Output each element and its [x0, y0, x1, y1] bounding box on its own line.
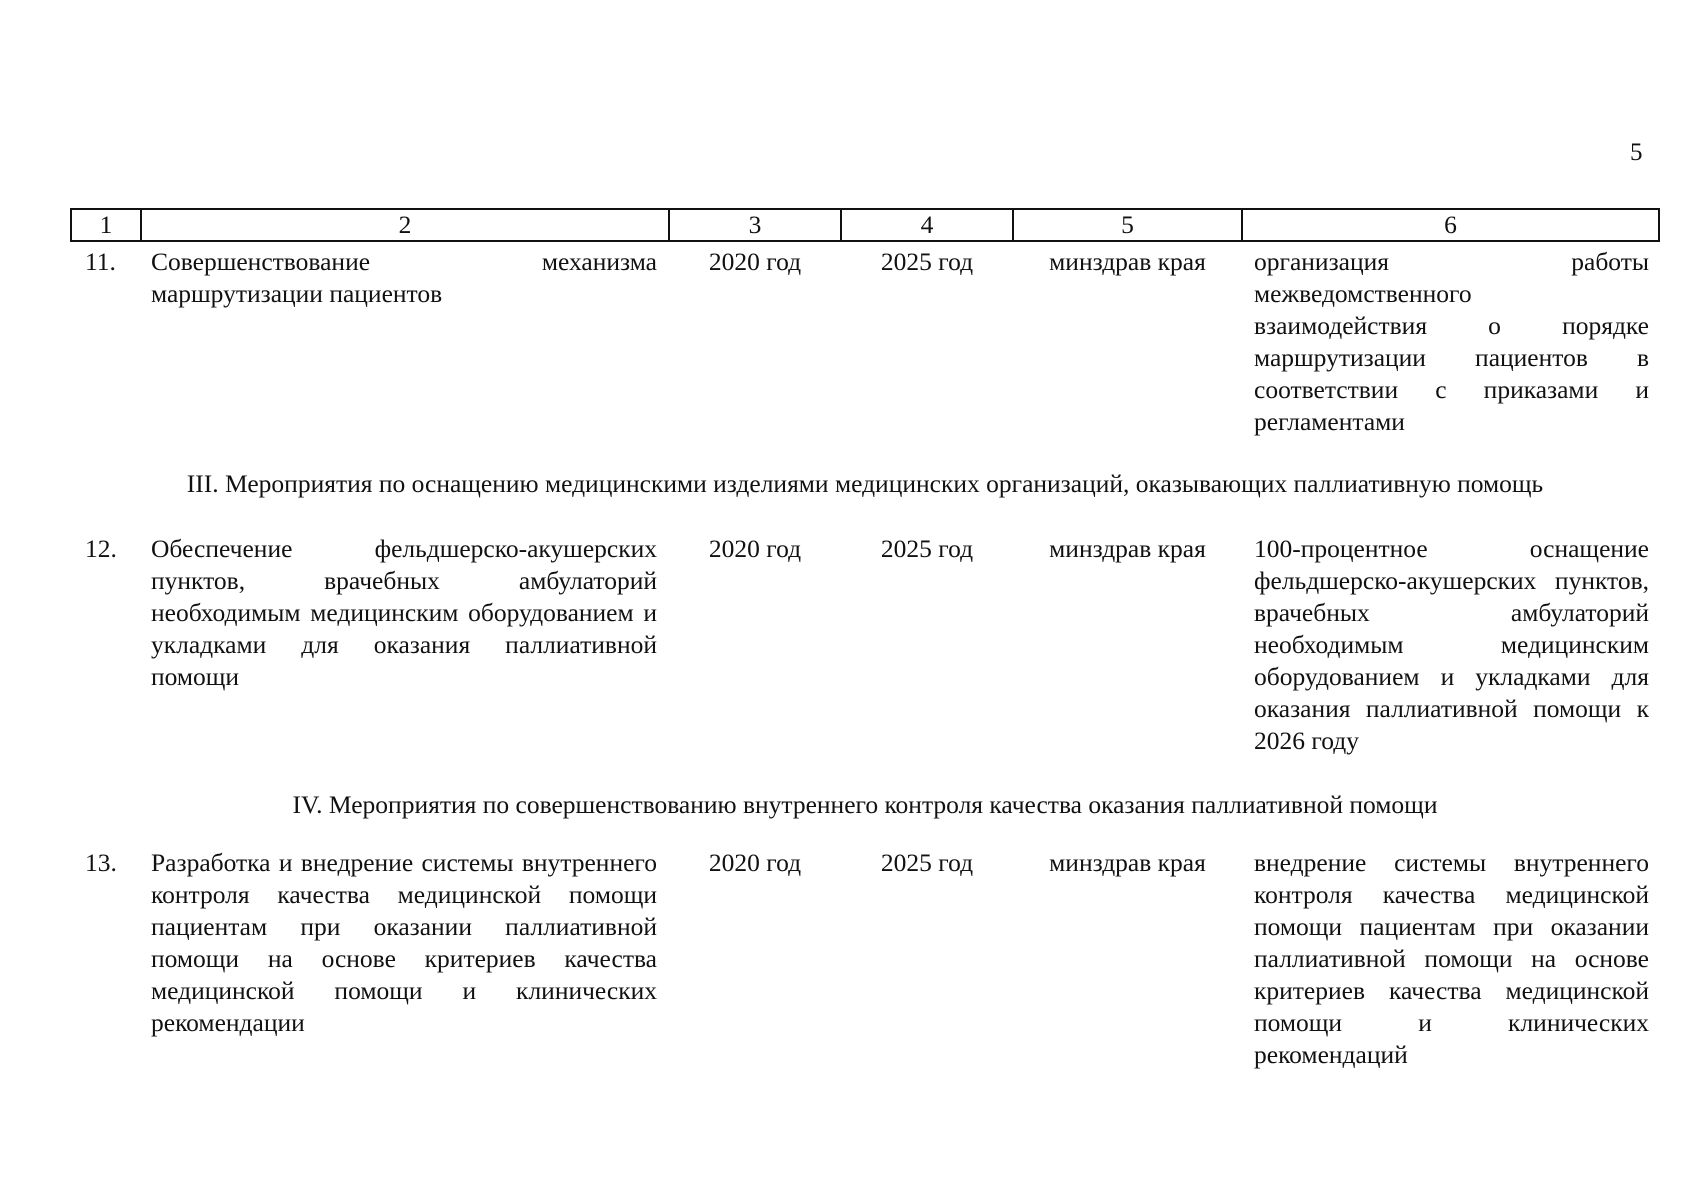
table-row-item-11	[71, 241, 1659, 468]
item-end-year: 2025 год	[880, 534, 974, 563]
item-result: 100-процентное оснащение фельдшерско-акушерских пунктов, врачебных амбулаторий необходимым медицинским оборудованием и укладками для оказания паллиативной помощи к 2026 году	[1254, 534, 1649, 755]
item-result: организация работы межведомственного взаимодействия о порядке маршрутизации пациентов в соответствии с приказами и регламентами	[1254, 247, 1649, 436]
item-description: Совершенствование механизма маршрутизации пациентов	[151, 247, 657, 308]
column-number-4: 4	[841, 209, 1013, 241]
item-result: внедрение системы внутреннего контроля качества медицинской помощи пациентам при оказании паллиативной помощи на основе критериев качества медицинской помощи и клинических рекомендаций	[1254, 848, 1649, 1069]
section-heading: IV. Мероприятия по совершенствованию внутреннего контроля качества оказания паллиативной помощи	[292, 790, 1438, 819]
item-executor: минздрав края	[1049, 247, 1206, 276]
section-heading: III. Мероприятия по оснащению медицинскими изделиями медицинских организаций, оказывающих паллиативную помощь	[186, 469, 1544, 498]
item-start-year: 2020 год	[708, 534, 802, 563]
section-heading-row	[71, 785, 1659, 847]
page-number: 5	[1630, 139, 1643, 166]
table-header-row	[71, 209, 1659, 241]
table-row-item-12	[71, 533, 1659, 785]
table-row-item-13	[71, 847, 1659, 1071]
item-description: Обеспечение фельдшерско-акушерских пунктов, врачебных амбулаторий необходимым медицинским оборудованием и укладками для оказания паллиативной помощи	[151, 534, 657, 691]
item-start-year: 2020 год	[708, 848, 802, 877]
item-description: Разработка и внедрение системы внутреннего контроля качества медицинской помощи пациентам при оказании паллиативной помощи на основе критериев качества медицинской помощи и клинических рекомендации	[151, 848, 657, 1037]
item-number: 11.	[85, 247, 116, 276]
measures-table	[70, 208, 1660, 1071]
item-end-year: 2025 год	[880, 848, 974, 877]
column-number-2: 2	[141, 209, 669, 241]
item-number: 12.	[85, 534, 117, 563]
item-executor: минздрав края	[1049, 534, 1206, 563]
item-start-year: 2020 год	[708, 247, 802, 276]
section-heading-row	[71, 468, 1659, 533]
column-number-5: 5	[1013, 209, 1242, 241]
item-executor: минздрав края	[1049, 848, 1206, 877]
column-number-1: 1	[71, 209, 141, 241]
column-number-3: 3	[669, 209, 841, 241]
column-number-6: 6	[1242, 209, 1659, 241]
item-end-year: 2025 год	[880, 247, 974, 276]
item-number: 13.	[85, 848, 117, 877]
